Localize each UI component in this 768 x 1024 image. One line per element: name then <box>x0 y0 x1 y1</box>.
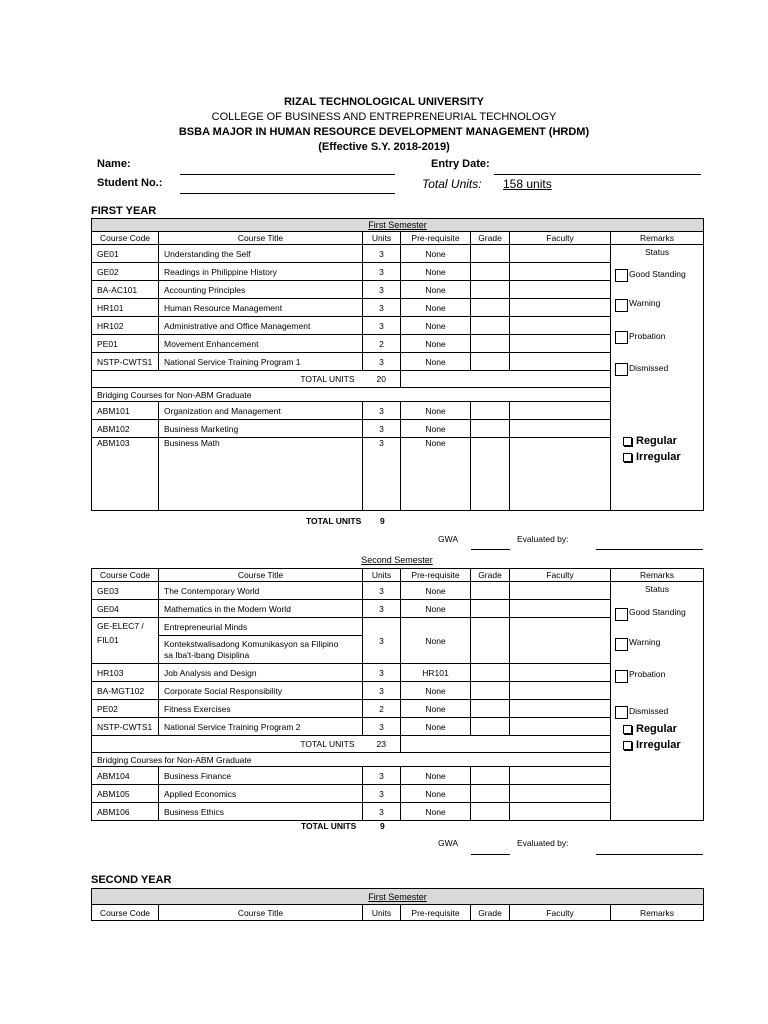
faculty-cell[interactable] <box>510 664 611 682</box>
course-units: 3 <box>363 600 401 618</box>
course-title: Movement Enhancement <box>159 335 363 353</box>
first-year-first-sem-table <box>91 218 704 511</box>
bridging-label: Bridging Courses for Non-ABM Graduate <box>92 388 611 402</box>
total-units-label: TOTAL UNITS <box>92 371 363 388</box>
grade-cell[interactable] <box>471 353 510 371</box>
evaluated-by-label: Evaluated by: <box>517 838 569 848</box>
course-units: 3 <box>363 718 401 736</box>
col-course-code: Course Code <box>92 232 159 245</box>
grade-cell[interactable] <box>471 785 510 803</box>
evaluated-by-field-line[interactable] <box>596 854 703 855</box>
bridging-total-value: 9 <box>380 821 385 831</box>
effective-year: (Effective S.Y. 2018-2019) <box>318 141 450 153</box>
good-standing-label: Good Standing <box>629 607 686 617</box>
faculty-cell[interactable] <box>510 245 611 263</box>
col-prerequisite: Pre-requisite <box>401 232 471 245</box>
second-year-label: SECOND YEAR <box>91 874 172 886</box>
course-title: Business Math <box>159 438 363 511</box>
course-units: 2 <box>363 700 401 718</box>
course-code: BA-MGT102 <box>92 682 159 700</box>
course-units: 3 <box>363 281 401 299</box>
grade-cell[interactable] <box>471 245 510 263</box>
faculty-cell[interactable] <box>510 618 611 664</box>
faculty-cell[interactable] <box>510 335 611 353</box>
col-remarks: Remarks <box>611 905 704 921</box>
grade-cell[interactable] <box>471 402 510 420</box>
faculty-cell[interactable] <box>510 682 611 700</box>
regular-checkbox[interactable] <box>623 725 632 734</box>
university-name: RIZAL TECHNOLOGICAL UNIVERSITY <box>283 96 485 108</box>
col-grade: Grade <box>471 905 510 921</box>
bridging-label: Bridging Courses for Non-ABM Graduate <box>92 753 611 767</box>
total-units-value: 158 units <box>503 177 552 191</box>
grade-cell[interactable] <box>471 767 510 785</box>
course-code: GE-ELEC7 / FIL01 <box>92 618 159 664</box>
irregular-option[interactable] <box>623 451 681 463</box>
col-course-title: Course Title <box>159 569 363 582</box>
course-code: PE02 <box>92 700 159 718</box>
faculty-cell[interactable] <box>510 438 611 511</box>
course-units: 3 <box>363 263 401 281</box>
gwa-label: GWA <box>438 838 458 848</box>
course-title: Readings in Philippine History <box>159 263 363 281</box>
col-prerequisite: Pre-requisite <box>401 905 471 921</box>
course-code: ABM106 <box>92 803 159 821</box>
status-label: Status <box>644 584 670 594</box>
grade-cell[interactable] <box>471 420 510 438</box>
gwa-label: GWA <box>438 534 458 544</box>
grade-cell[interactable] <box>471 438 510 511</box>
course-units: 3 <box>363 682 401 700</box>
evaluated-by-field-line[interactable] <box>596 549 703 550</box>
dismissed-checkbox[interactable] <box>615 706 628 719</box>
bridging-total-label: TOTAL UNITS <box>301 821 357 831</box>
course-prereq: None <box>401 618 471 664</box>
course-code: GE01 <box>92 245 159 263</box>
course-title: Business Ethics <box>159 803 363 821</box>
col-course-code: Course Code <box>92 905 159 921</box>
grade-cell[interactable] <box>471 317 510 335</box>
course-units: 3 <box>363 317 401 335</box>
course-prereq: HR101 <box>401 664 471 682</box>
student-no-field-line[interactable] <box>180 193 395 194</box>
irregular-label: Irregular <box>636 451 681 463</box>
course-prereq: None <box>401 353 471 371</box>
course-prereq: None <box>401 700 471 718</box>
course-title: Corporate Social Responsibility <box>159 682 363 700</box>
semester-title: Second Semester <box>361 555 433 565</box>
course-title: Accounting Principles <box>159 281 363 299</box>
course-units: 3 <box>363 245 401 263</box>
course-prereq: None <box>401 420 471 438</box>
faculty-cell[interactable] <box>510 420 611 438</box>
col-prerequisite: Pre-requisite <box>401 569 471 582</box>
program-name: BSBA MAJOR IN HUMAN RESOURCE DEVELOPMENT MANAGEMENT (HRDM) <box>178 126 590 138</box>
grade-cell[interactable] <box>471 281 510 299</box>
faculty-cell[interactable] <box>510 700 611 718</box>
course-title: Applied Economics <box>159 785 363 803</box>
course-code: ABM102 <box>92 420 159 438</box>
course-prereq: None <box>401 682 471 700</box>
grade-cell[interactable] <box>471 664 510 682</box>
grade-cell[interactable] <box>471 582 510 600</box>
course-units: 3 <box>363 664 401 682</box>
table-row <box>92 582 704 600</box>
course-code: ABM101 <box>92 402 159 420</box>
course-code: GE03 <box>92 582 159 600</box>
course-prereq: None <box>401 582 471 600</box>
regular-checkbox[interactable] <box>623 437 632 446</box>
course-prereq: None <box>401 245 471 263</box>
student-no-label: Student No.: <box>97 177 163 189</box>
faculty-cell[interactable] <box>510 402 611 420</box>
course-prereq: None <box>401 402 471 420</box>
col-course-title: Course Title <box>159 905 363 921</box>
course-code: NSTP-CWTS1 <box>92 353 159 371</box>
faculty-cell[interactable] <box>510 317 611 335</box>
grade-cell[interactable] <box>471 718 510 736</box>
faculty-cell[interactable] <box>510 299 611 317</box>
name-field-line[interactable] <box>180 174 395 175</box>
course-title: Organization and Management <box>159 402 363 420</box>
col-grade: Grade <box>471 232 510 245</box>
grade-cell[interactable] <box>471 299 510 317</box>
grade-cell[interactable] <box>471 335 510 353</box>
dismissed-checkbox[interactable] <box>615 363 628 376</box>
course-code: BA-AC101 <box>92 281 159 299</box>
good-standing-checkbox[interactable] <box>615 269 628 282</box>
bridging-total-label: TOTAL UNITS <box>306 516 362 526</box>
grade-cell[interactable] <box>471 618 510 664</box>
course-prereq: None <box>401 299 471 317</box>
grade-cell[interactable] <box>471 700 510 718</box>
total-units-label: TOTAL UNITS <box>92 736 363 753</box>
warning-checkbox[interactable] <box>615 638 628 651</box>
grade-cell[interactable] <box>471 600 510 618</box>
total-units-label: Total Units: <box>422 177 482 191</box>
course-title: The Contemporary World <box>159 582 363 600</box>
faculty-cell[interactable] <box>510 582 611 600</box>
course-title: Understanding the Self <box>159 245 363 263</box>
course-code: PE01 <box>92 335 159 353</box>
regular-label: Regular <box>636 435 677 447</box>
col-units: Units <box>363 569 401 582</box>
probation-label: Probation <box>629 669 666 679</box>
good-standing-label: Good Standing <box>629 269 686 279</box>
remarks-cell <box>611 582 704 821</box>
course-title: Human Resource Management <box>159 299 363 317</box>
col-faculty: Faculty <box>510 569 611 582</box>
course-code: ABM105 <box>92 785 159 803</box>
course-title: Business Marketing <box>159 420 363 438</box>
regular-label: Regular <box>636 723 677 735</box>
course-units: 3 <box>363 299 401 317</box>
course-prereq: None <box>401 600 471 618</box>
course-code: GE04 <box>92 600 159 618</box>
irregular-option[interactable] <box>623 739 681 751</box>
college-name: COLLEGE OF BUSINESS AND ENTREPRENEURIAL TECHNOLOGY <box>211 111 557 123</box>
course-code: HR101 <box>92 299 159 317</box>
course-prereq: None <box>401 438 471 511</box>
total-units-value: 23 <box>363 736 401 753</box>
course-prereq: None <box>401 335 471 353</box>
second-year-first-sem-table <box>91 888 704 921</box>
probation-checkbox[interactable] <box>615 331 628 344</box>
course-code: NSTP-CWTS1 <box>92 718 159 736</box>
col-units: Units <box>363 905 401 921</box>
course-title: National Service Training Program 1 <box>159 353 363 371</box>
first-year-label: FIRST YEAR <box>91 205 157 217</box>
warning-label: Warning <box>629 298 661 308</box>
col-grade: Grade <box>471 569 510 582</box>
entry-date-label: Entry Date: <box>431 158 490 170</box>
course-units: 3 <box>363 420 401 438</box>
course-title: National Service Training Program 2 <box>159 718 363 736</box>
faculty-cell[interactable] <box>510 263 611 281</box>
faculty-cell[interactable] <box>510 785 611 803</box>
col-units: Units <box>363 232 401 245</box>
faculty-cell[interactable] <box>510 353 611 371</box>
gwa-field-line[interactable] <box>471 549 510 550</box>
grade-cell[interactable] <box>471 803 510 821</box>
course-code: ABM103 <box>92 438 159 511</box>
course-code: HR102 <box>92 317 159 335</box>
faculty-cell[interactable] <box>510 803 611 821</box>
first-year-second-sem-table <box>91 568 704 821</box>
faculty-cell[interactable] <box>510 767 611 785</box>
col-faculty: Faculty <box>510 232 611 245</box>
course-units: 3 <box>363 582 401 600</box>
course-units: 2 <box>363 335 401 353</box>
warning-label: Warning <box>629 637 661 647</box>
course-prereq: None <box>401 317 471 335</box>
course-prereq: None <box>401 263 471 281</box>
irregular-label: Irregular <box>636 739 681 751</box>
regular-option[interactable] <box>623 723 677 735</box>
irregular-checkbox[interactable] <box>623 453 632 462</box>
course-title: Kontekstwalisadong Komunikasyon sa Filipino sa Iba't-ibang Disiplina <box>159 636 363 664</box>
col-course-code: Course Code <box>92 569 159 582</box>
course-prereq: None <box>401 718 471 736</box>
course-units: 3 <box>363 767 401 785</box>
course-title: Business Finance <box>159 767 363 785</box>
bridging-total-value: 9 <box>380 516 385 526</box>
remarks-cell <box>611 245 704 511</box>
col-faculty: Faculty <box>510 905 611 921</box>
col-course-title: Course Title <box>159 232 363 245</box>
gwa-field-line[interactable] <box>471 854 510 855</box>
irregular-checkbox[interactable] <box>623 741 632 750</box>
col-remarks: Remarks <box>611 569 704 582</box>
course-units: 3 <box>363 785 401 803</box>
course-code: ABM104 <box>92 767 159 785</box>
total-units-value: 20 <box>363 371 401 388</box>
warning-checkbox[interactable] <box>615 299 628 312</box>
dismissed-label: Dismissed <box>629 363 669 373</box>
course-title: Mathematics in the Modern World <box>159 600 363 618</box>
faculty-cell[interactable] <box>510 281 611 299</box>
col-remarks: Remarks <box>611 232 704 245</box>
probation-label: Probation <box>629 331 666 341</box>
entry-date-field-line[interactable] <box>494 174 701 175</box>
course-units: 3 <box>363 402 401 420</box>
course-code: HR103 <box>92 664 159 682</box>
course-code: GE02 <box>92 263 159 281</box>
semester-title: First Semester <box>368 220 427 230</box>
course-units: 3 <box>363 803 401 821</box>
grade-cell[interactable] <box>471 682 510 700</box>
course-prereq: None <box>401 785 471 803</box>
course-units: 3 <box>363 353 401 371</box>
faculty-cell[interactable] <box>510 600 611 618</box>
course-title: Job Analysis and Design <box>159 664 363 682</box>
status-label: Status <box>644 247 670 257</box>
course-prereq: None <box>401 281 471 299</box>
course-prereq: None <box>401 803 471 821</box>
good-standing-checkbox[interactable] <box>615 608 628 621</box>
regular-option[interactable] <box>623 435 677 447</box>
course-title: Fitness Exercises <box>159 700 363 718</box>
name-label: Name: <box>97 158 131 170</box>
grade-cell[interactable] <box>471 263 510 281</box>
course-units: 3 <box>363 438 401 511</box>
course-title: Entrepreneurial Minds <box>159 618 363 636</box>
semester-title: First Semester <box>368 891 427 902</box>
dismissed-label: Dismissed <box>629 706 669 716</box>
table-row <box>92 245 704 263</box>
course-title: Administrative and Office Management <box>159 317 363 335</box>
course-prereq: None <box>401 767 471 785</box>
probation-checkbox[interactable] <box>615 670 628 683</box>
faculty-cell[interactable] <box>510 718 611 736</box>
course-units: 3 <box>363 618 401 664</box>
evaluated-by-label: Evaluated by: <box>517 534 569 544</box>
